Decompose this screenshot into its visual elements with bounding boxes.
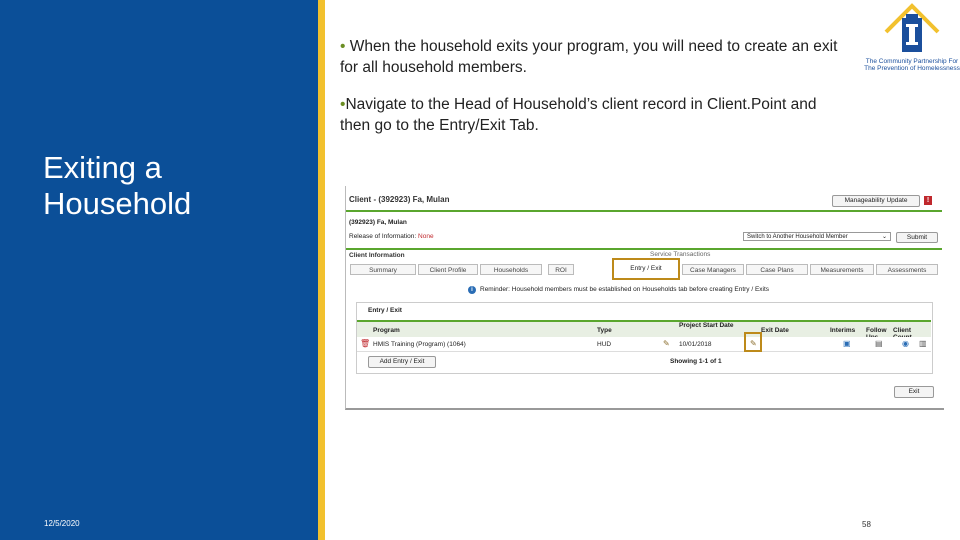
delete-icon[interactable]: 🗑 (360, 339, 371, 348)
col-client-count: Client (893, 327, 912, 334)
submit-button[interactable]: Submit (896, 232, 938, 243)
bullet-2 (340, 94, 840, 136)
bullet-dot: • (340, 38, 350, 55)
row-type: HUD (597, 341, 612, 348)
release-of-information (349, 233, 434, 240)
entry-exit-table-header (357, 320, 931, 338)
interims-icon[interactable]: ▣ (843, 339, 851, 348)
release-label: Release of Information: (349, 233, 417, 240)
bullet-1 (340, 36, 840, 78)
client-information-header: Client Information (349, 252, 405, 259)
col-program[interactable]: Program (373, 327, 400, 334)
lock-icon[interactable]: ▥ (919, 339, 927, 348)
entry-exit-panel-title: Entry / Exit (368, 307, 402, 314)
logo-text: The Community Partnership For The Prevention of Homelessness (864, 58, 960, 72)
tab-summary[interactable]: Summary (350, 264, 416, 275)
table-row (357, 337, 931, 352)
organization-logo (864, 2, 960, 92)
tab-entry-exit[interactable]: Entry / Exit (612, 258, 680, 280)
showing-count: Showing 1-1 of 1 (670, 358, 722, 365)
slide-title: Exiting a Household (43, 150, 192, 221)
tab-client-profile[interactable]: Client Profile (418, 264, 478, 275)
tab-roi[interactable]: ROI (548, 264, 574, 275)
edit-exit-pencil-icon[interactable]: ✎ (750, 339, 757, 348)
edit-start-pencil-icon[interactable]: ✎ (663, 339, 670, 348)
household-member-select[interactable] (743, 232, 891, 241)
col-interims: Interims (830, 327, 856, 334)
client-name-line: (392923) Fa, Mulan (349, 219, 407, 226)
client-title: Client - (392923) Fa, Mulan (349, 195, 450, 204)
gold-accent-bar (318, 0, 325, 540)
bullet-1-text: When the household exits your program, you will need to create an exit for all household members. (340, 38, 838, 76)
row-start-date: 10/01/2018 (679, 341, 712, 348)
tab-households[interactable]: Households (480, 264, 542, 275)
client-count-icon[interactable]: ◉ (902, 339, 909, 348)
alert-icon[interactable]: ! (924, 196, 932, 205)
header-divider (346, 210, 942, 212)
bullet-2-text: Navigate to the Head of Household’s client record in Client.Point and then go to the Entry/Exit Tab. (340, 96, 817, 134)
slide-date: 12/5/2020 (44, 519, 80, 528)
tab-assessments[interactable]: Assessments (876, 264, 938, 275)
bullet-dot: • (340, 96, 346, 113)
col-exit-date[interactable]: Exit Date (761, 327, 789, 334)
release-value: None (418, 233, 434, 240)
section-divider (346, 248, 942, 250)
service-transactions-label: Service Transactions (650, 251, 711, 258)
col-follow-ups: Follow (866, 327, 887, 334)
house-logo-icon (864, 2, 960, 58)
servicepoint-screenshot (345, 186, 944, 410)
household-reminder: Reminder: Household members must be established on Households tab before creating Entry / Exits (480, 286, 770, 293)
client-tabs (350, 264, 942, 276)
exit-pencil-highlight (744, 332, 762, 352)
col-project-start-date[interactable]: Project Start Date (679, 322, 734, 329)
page-number: 58 (862, 520, 871, 529)
row-program[interactable]: HMIS Training (Program) (1064) (373, 341, 466, 348)
household-select-value: Switch to Another Household Member (747, 234, 848, 240)
exit-button[interactable]: Exit (894, 386, 934, 398)
manageability-update-button[interactable]: Manageability Update (832, 195, 920, 207)
tab-case-managers[interactable]: Case Managers (682, 264, 744, 275)
tab-case-plans[interactable]: Case Plans (746, 264, 808, 275)
add-entry-exit-button[interactable]: Add Entry / Exit (368, 356, 436, 368)
info-icon: i (468, 286, 476, 294)
left-panel (0, 0, 318, 540)
follow-ups-icon[interactable]: ▤ (875, 339, 883, 348)
tab-measurements[interactable]: Measurements (810, 264, 874, 275)
chevron-down-icon: ⌄ (881, 234, 887, 240)
col-type[interactable]: Type (597, 327, 612, 334)
